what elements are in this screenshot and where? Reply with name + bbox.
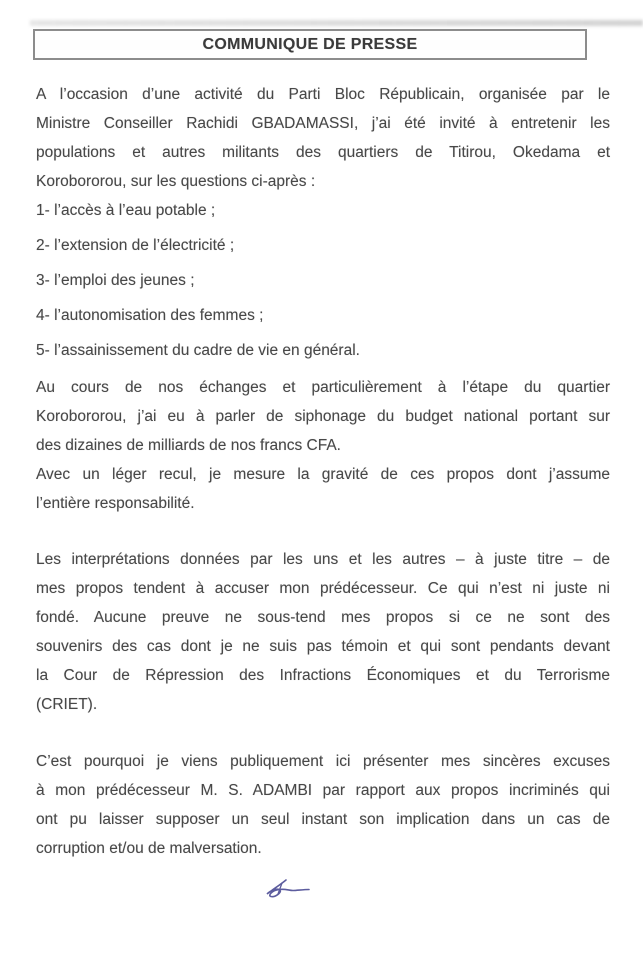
text-line: souvenirs des cas dont je ne suis pas témoin et qui sont pendants devant xyxy=(36,638,610,655)
text-line: C’est pourquoi je viens publiquement ici présenter mes sincères excuses xyxy=(36,753,610,770)
list-item: 1- l’accès à l’eau potable ; xyxy=(36,202,216,219)
text-line: Au cours de nos échanges et particulièrement à l’étape du quartier xyxy=(36,379,610,396)
text-line: A l’occasion d’une activité du Parti Bloc Républicain, organisée par le xyxy=(36,86,610,103)
text-line: populations et autres militants des quartiers de Titirou, Okedama et xyxy=(36,144,610,161)
text-line: Ministre Conseiller Rachidi GBADAMASSI, j’ai été invité à entretenir les xyxy=(36,115,610,132)
list-item: 5- l’assainissement du cadre de vie en général. xyxy=(36,342,360,359)
signature-ink xyxy=(258,877,314,905)
paragraph xyxy=(36,545,610,719)
paragraph xyxy=(36,747,610,863)
text-line: la Cour de Répression des Infractions Économiques et du Terrorisme xyxy=(36,667,610,684)
title-box xyxy=(33,29,587,60)
text-line: Korobororou, j’ai eu à parler de siphonage du budget national portant sur xyxy=(36,408,610,425)
document-title: COMMUNIQUE DE PRESSE xyxy=(202,35,418,53)
text-line: l’entière responsabilité. xyxy=(36,495,195,512)
text-line: ont pu laisser supposer un seul instant son implication dans un cas de xyxy=(36,811,610,828)
text-line: à mon prédécesseur M. S. ADAMBI par rapport aux propos incriminés qui xyxy=(36,782,610,799)
scan-smudge-artifact xyxy=(30,20,643,26)
document-body xyxy=(36,80,610,863)
list-item: 2- l’extension de l’électricité ; xyxy=(36,237,235,254)
text-line: fondé. Aucune preuve ne sous-tend mes propos si ce ne sont des xyxy=(36,609,610,626)
text-line: Les interprétations données par les uns et les autres – à juste titre – de xyxy=(36,551,610,568)
list-item: 4- l’autonomisation des femmes ; xyxy=(36,307,264,324)
text-line: des dizaines de milliards de nos francs CFA. xyxy=(36,437,341,454)
signature xyxy=(258,877,314,905)
list-item: 3- l’emploi des jeunes ; xyxy=(36,272,195,289)
paragraph xyxy=(36,80,610,196)
text-line: Korobororou, sur les questions ci-après : xyxy=(36,173,316,190)
text-line: (CRIET). xyxy=(36,696,98,713)
text-line: Avec un léger recul, je mesure la gravité de ces propos dont j’assume xyxy=(36,466,610,483)
text-line: corruption et/ou de malversation. xyxy=(36,840,262,857)
paragraph xyxy=(36,373,610,460)
paragraph xyxy=(36,460,610,518)
numbered-list xyxy=(36,196,610,365)
text-line: mes propos tendent à accuser mon prédécesseur. Ce qui n’est ni juste ni xyxy=(36,580,610,597)
